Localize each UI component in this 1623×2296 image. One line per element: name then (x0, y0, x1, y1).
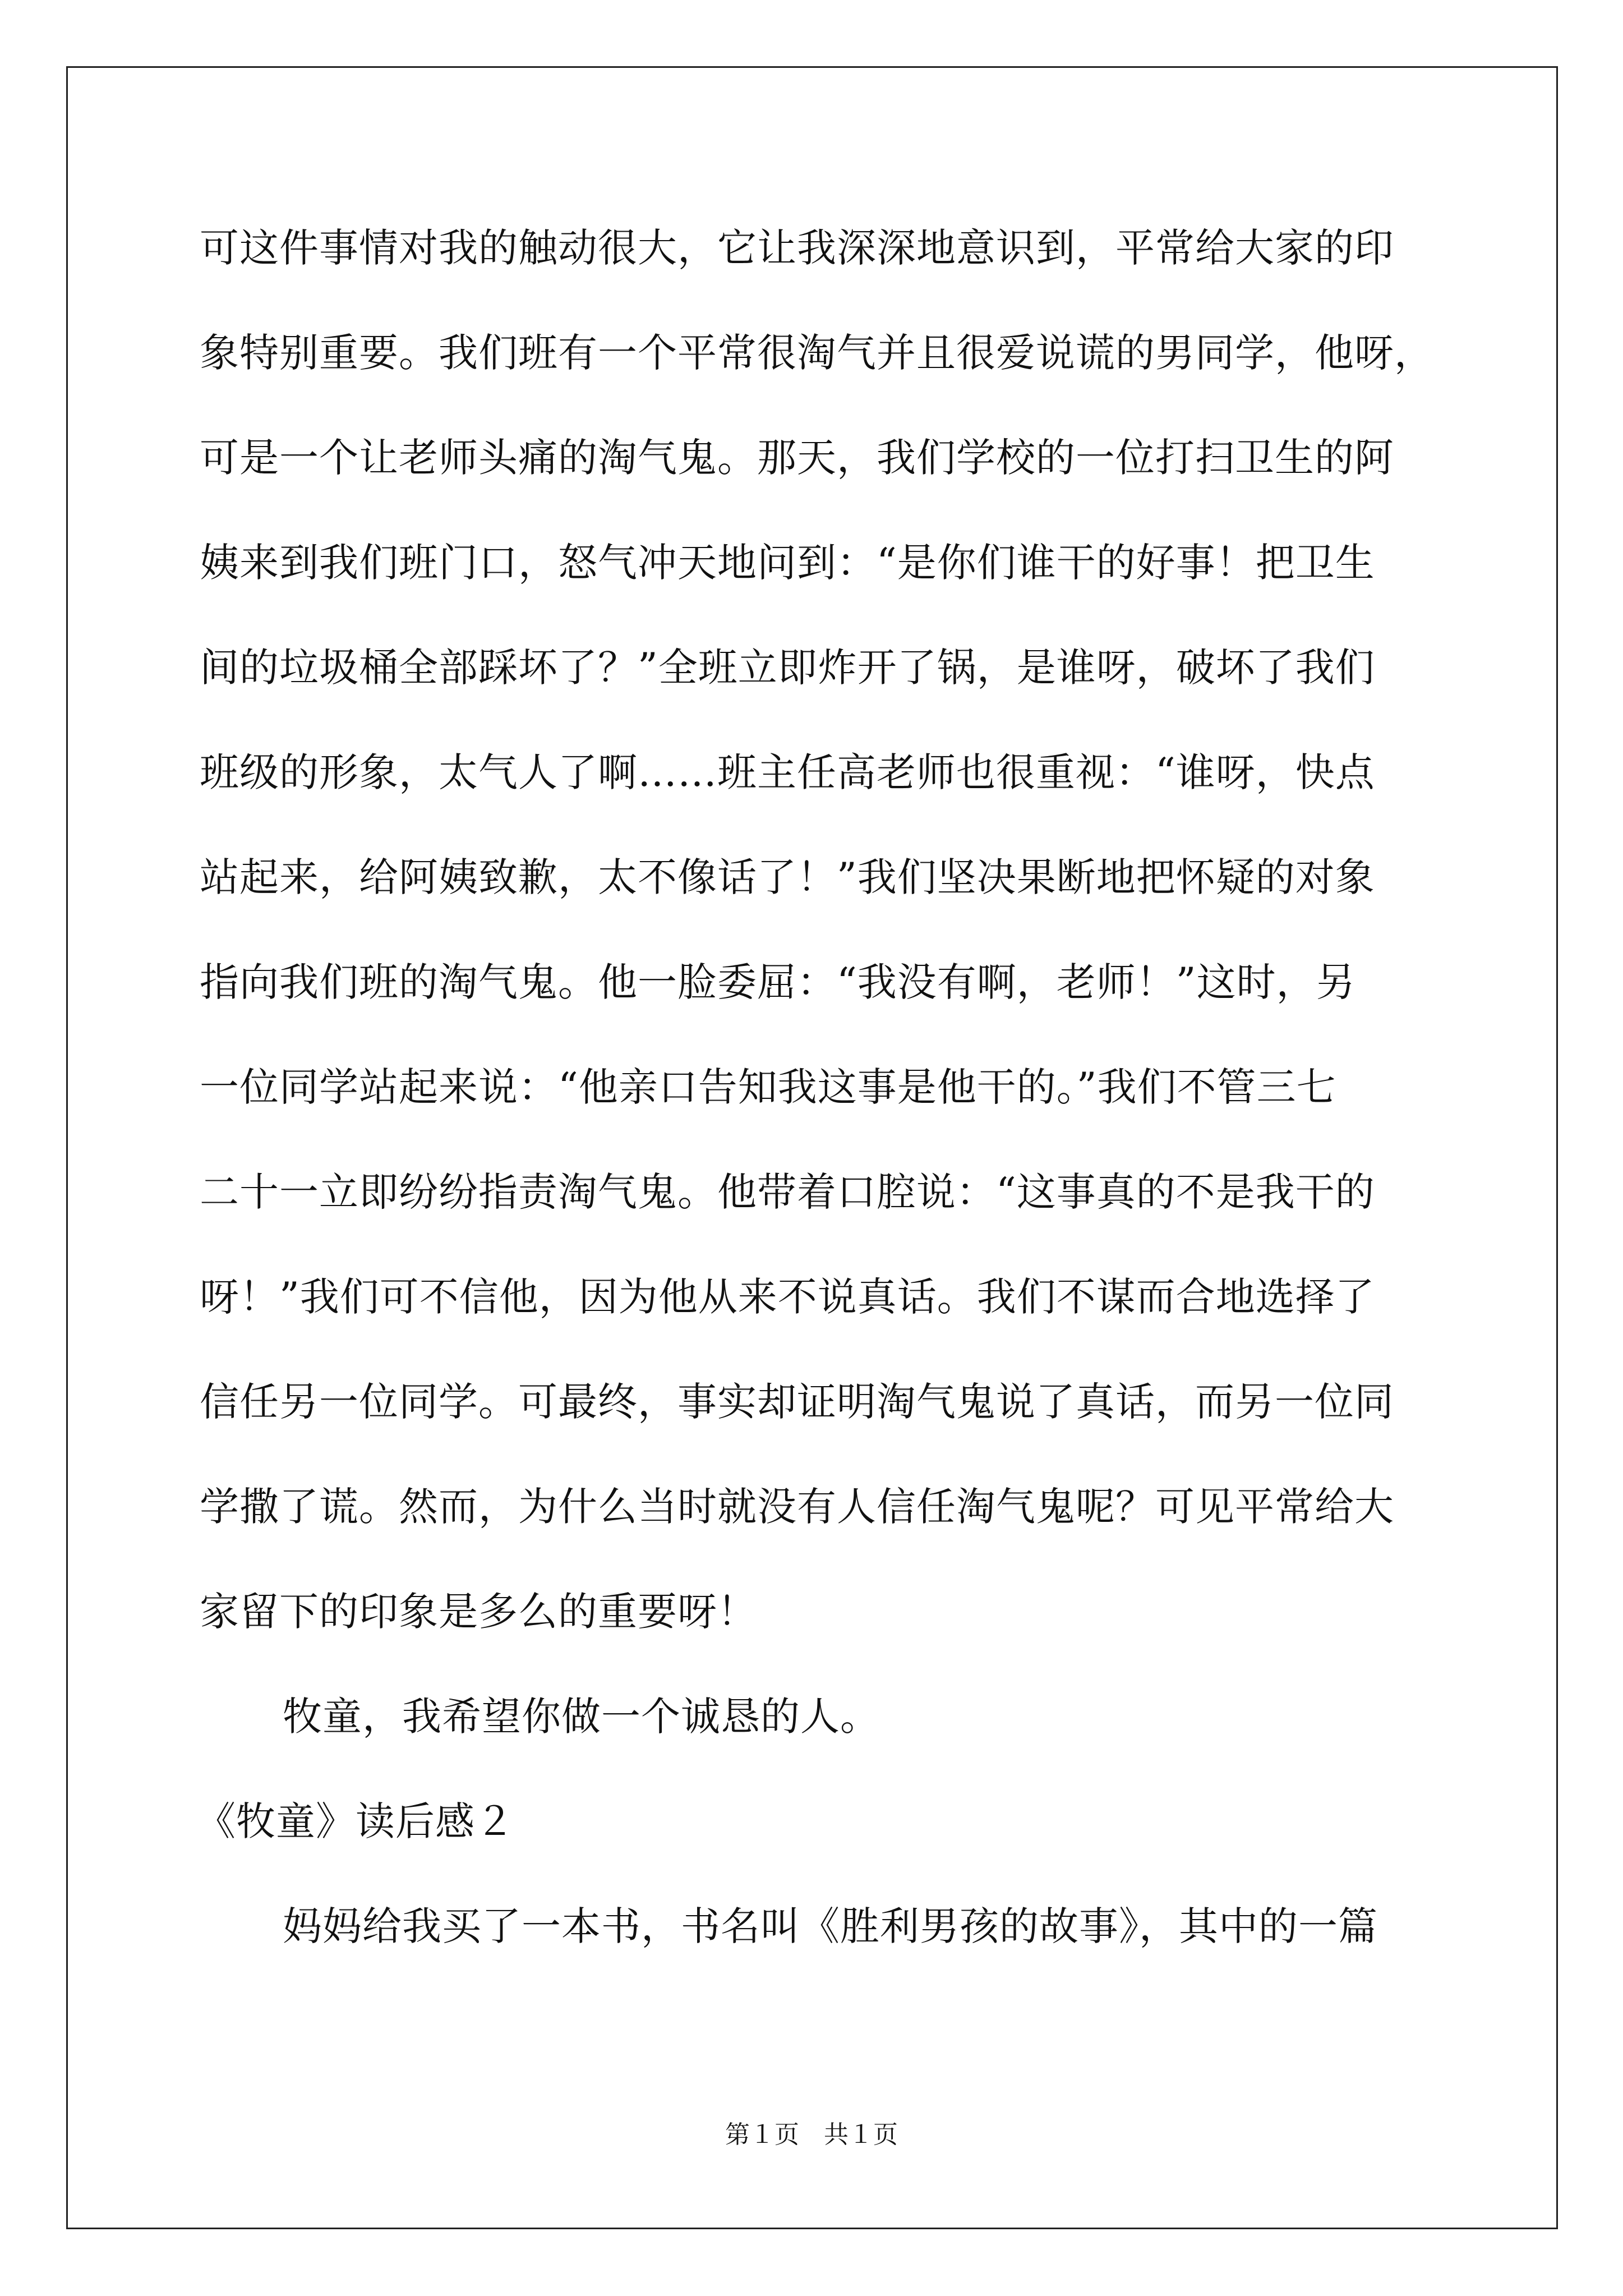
closing-paragraph: 牧童，我希望你做一个诚恳的人。 (283, 1694, 880, 1740)
text-line: 可这件事情对我的触动很大，它让我深深地意识到，平常给大家的印 (200, 225, 1394, 271)
text-line: 间的垃圾桶全部踩坏了？”全班立即炸开了锅，是谁呀，破坏了我们 (200, 645, 1375, 691)
next-paragraph: 妈妈给我买了一本书，书名叫《胜利男孩的故事》，其中的一篇 (283, 1903, 1378, 1949)
text-line: 可是一个让老师头痛的淘气鬼。那天，我们学校的一位打扫卫生的阿 (200, 435, 1394, 481)
text-line: 家留下的印象是多么的重要呀！ (200, 1589, 757, 1635)
text-line: 信任另一位同学。可最终，事实却证明淘气鬼说了真话，而另一位同 (200, 1379, 1394, 1425)
text-line: 二十一立即纷纷指责淘气鬼。他带着口腔说：“这事真的不是我干的 (200, 1169, 1375, 1215)
page-indicator: 第１页 共１页 (725, 2121, 898, 2148)
section-heading: 《牧童》读后感２ (196, 1798, 515, 1844)
text-line: 站起来，给阿姨致歉，太不像话了！”我们坚决果断地把怀疑的对象 (200, 854, 1375, 900)
text-line: 学撒了谎。然而，为什么当时就没有人信任淘气鬼呢？可见平常给大 (200, 1484, 1394, 1530)
text-line: 班级的形象，太气人了啊……班主任高老师也很重视：“谁呀，快点 (200, 749, 1375, 795)
text-line: 姨来到我们班门口，怒气冲天地问到：“是你们谁干的好事！把卫生 (200, 540, 1375, 586)
text-line: 呀！”我们可不信他，因为他从来不说真话。我们不谋而合地选择了 (200, 1274, 1375, 1320)
text-line: 指向我们班的淘气鬼。他一脸委屈：“我没有啊，老师！”这时，另 (200, 959, 1356, 1005)
text-line: 象特别重要。我们班有一个平常很淘气并且很爱说谎的男同学，他呀， (200, 330, 1434, 376)
text-line: 一位同学站起来说：“他亲口告知我这事是他干的。”我们不管三七 (200, 1064, 1336, 1110)
